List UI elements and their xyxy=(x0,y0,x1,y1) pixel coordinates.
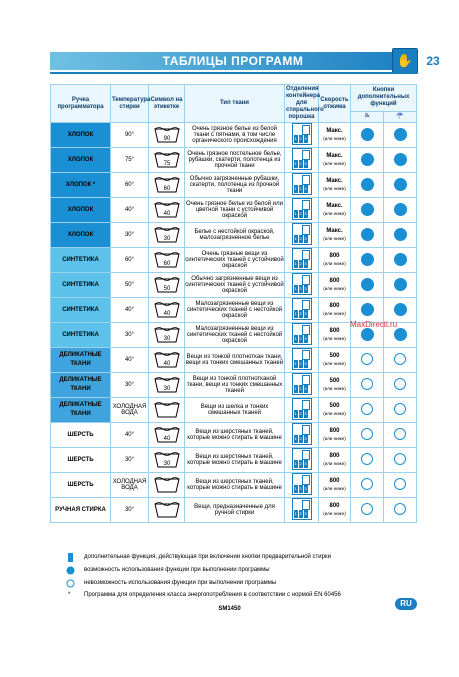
spin-speed: Макс. (или ниже) xyxy=(319,148,351,173)
empty-circle-icon xyxy=(361,453,373,465)
program-name: ХЛОПОК xyxy=(51,123,111,148)
table-row xyxy=(51,273,417,298)
fabric-type: Очень грязные вещи из синтетических тканей с устойчивой окраской xyxy=(185,248,285,273)
program-name: ХЛОПОК xyxy=(51,223,111,248)
dispenser-cell xyxy=(285,298,319,323)
filled-circle-icon xyxy=(66,566,75,575)
fabric-type: Вещи, предназначенные для ручной стирки xyxy=(185,498,285,523)
prewash-availability xyxy=(351,148,384,173)
prewash-availability xyxy=(351,423,384,448)
filled-circle-icon xyxy=(394,278,407,291)
dispenser-icon: 1 2 3 xyxy=(292,273,312,295)
page-title: ТАБЛИЦЫ ПРОГРАММ xyxy=(162,54,304,68)
rinse-availability xyxy=(384,498,417,523)
filled-circle-icon xyxy=(361,278,374,291)
legend-asterisk: * xyxy=(68,592,71,598)
wash-tub-icon xyxy=(153,300,181,318)
dispenser-cell xyxy=(285,473,319,498)
wash-temperature: 75° xyxy=(111,148,149,173)
empty-circle-icon xyxy=(394,503,406,515)
dispenser-icon: 1 2 3 xyxy=(292,448,312,470)
empty-circle-icon xyxy=(394,378,406,390)
spin-speed: Макс. (или ниже) xyxy=(319,223,351,248)
filled-circle-icon xyxy=(361,203,374,216)
col-extra: Кнопки дополнительных функций xyxy=(351,85,417,112)
fabric-type: Очень грязное постельное белье, рубашки, скатерти, полотенца из прочной ткани xyxy=(185,148,285,173)
dispenser-cell xyxy=(285,398,319,423)
care-symbol xyxy=(149,498,185,523)
symbol-temp: 40 xyxy=(163,311,170,317)
empty-circle-icon xyxy=(66,579,75,588)
wash-temperature: 60° xyxy=(111,173,149,198)
legend-available: возможность использования функции при выполнении программы xyxy=(84,567,270,573)
col-fabric: Тип ткани xyxy=(185,85,285,123)
spin-speed: 500 (или ниже) xyxy=(319,348,351,373)
rinse-availability xyxy=(384,398,417,423)
rinse-availability xyxy=(384,223,417,248)
empty-circle-icon xyxy=(361,353,373,365)
fabric-type: Обычно загрязненные рубашки, скатерти, полотенца из прочной ткани xyxy=(185,173,285,198)
symbol-temp: 75 xyxy=(163,161,170,167)
dispenser-icon: 1 2 3 xyxy=(292,198,312,220)
fabric-type: Вещи из тонкой плотнотканой ткани, вещи из тонких смешанных тканей xyxy=(185,373,285,398)
filled-circle-icon xyxy=(394,178,407,191)
fabric-type: Белье с нестойкой окраской, малозагрязненное белье xyxy=(185,223,285,248)
program-name: СИНТЕТИКА xyxy=(51,248,111,273)
care-symbol xyxy=(149,448,185,473)
wash-temperature: 30° xyxy=(111,223,149,248)
rinse-availability xyxy=(384,348,417,373)
filled-circle-icon xyxy=(394,328,407,341)
wash-tub-icon xyxy=(153,125,181,143)
spin-speed: Макс. (или ниже) xyxy=(319,198,351,223)
col-speed: Скорость отжима xyxy=(319,85,351,123)
spin-speed: Макс. (или ниже) xyxy=(319,173,351,198)
dispenser-cell xyxy=(285,348,319,373)
symbol-temp: 40 xyxy=(163,436,170,442)
col-symbol: Символ на этикетке xyxy=(149,85,185,123)
filled-circle-icon xyxy=(361,128,374,141)
fabric-type: Вещи из шерстяных тканей, которые можно стирать в машине xyxy=(185,473,285,498)
symbol-temp: 30 xyxy=(163,336,170,342)
program-name: ДЕЛИКАТНЫЕ ТКАНИ xyxy=(51,373,111,398)
table-row xyxy=(51,298,417,323)
prewash-availability xyxy=(351,398,384,423)
empty-circle-icon xyxy=(361,403,373,415)
filled-circle-icon xyxy=(361,253,374,266)
filled-circle-icon xyxy=(394,228,407,241)
wash-temperature: 40° xyxy=(111,423,149,448)
wash-temperature: 30° xyxy=(111,448,149,473)
program-name: ШЕРСТЬ xyxy=(51,423,111,448)
table-row xyxy=(51,448,417,473)
rinse-availability xyxy=(384,248,417,273)
empty-circle-icon xyxy=(394,478,406,490)
care-symbol xyxy=(149,348,185,373)
care-symbol xyxy=(149,373,185,398)
program-name: СИНТЕТИКА xyxy=(51,323,111,348)
symbol-temp: 50 xyxy=(163,286,170,292)
rinse-availability xyxy=(384,173,417,198)
filled-circle-icon xyxy=(394,128,407,141)
fabric-type: Вещи из шерстяных тканей, которые можно стирать в машине xyxy=(185,423,285,448)
symbol-temp: 30 xyxy=(163,236,170,242)
rinse-availability xyxy=(384,298,417,323)
prewash-availability xyxy=(351,498,384,523)
wash-temperature: ХОЛОДНАЯ ВОДА xyxy=(111,398,149,423)
prewash-availability xyxy=(351,273,384,298)
wash-tub-icon xyxy=(153,150,181,168)
empty-circle-icon xyxy=(361,428,373,440)
program-name: РУЧНАЯ СТИРКА xyxy=(51,498,111,523)
fabric-type: Вещи из шелка и тонких смешанных тканей xyxy=(185,398,285,423)
wash-tub-icon xyxy=(153,375,181,393)
page-number: 23 xyxy=(419,52,447,70)
prewash-icon: ♨ xyxy=(351,111,384,122)
dispenser-icon: 1 2 3 xyxy=(292,123,312,145)
dispenser-cell xyxy=(285,148,319,173)
fabric-type: Очень грязное белье из белой ткани с пятнами, в том числе органического происхождения xyxy=(185,123,285,148)
filled-circle-icon xyxy=(361,303,374,316)
table-row xyxy=(51,348,417,373)
wash-tub-icon xyxy=(153,475,181,493)
legend-dispenser: дополнительная функция, действующая при включении кнопки предварительной стирки xyxy=(84,554,331,560)
wash-tub-icon xyxy=(153,500,181,518)
wash-temperature: ХОЛОДНАЯ ВОДА xyxy=(111,473,149,498)
table-row xyxy=(51,373,417,398)
dispenser-cell xyxy=(285,198,319,223)
prewash-availability xyxy=(351,123,384,148)
language-badge: RU xyxy=(395,598,417,610)
symbol-temp: 60 xyxy=(163,186,170,192)
care-symbol xyxy=(149,248,185,273)
prewash-availability xyxy=(351,373,384,398)
symbol-temp: 60 xyxy=(163,261,170,267)
wash-temperature: 40° xyxy=(111,198,149,223)
spin-speed: 800 (или ниже) xyxy=(319,273,351,298)
fabric-type: Малозагрязненные вещи из синтетических тканей с нестойкой окраской xyxy=(185,298,285,323)
program-name: ХЛОПОК xyxy=(51,148,111,173)
spin-speed: 800 (или ниже) xyxy=(319,448,351,473)
col-handle: Ручка программатора xyxy=(51,85,111,123)
wash-tub-icon xyxy=(153,325,181,343)
spin-speed: 500 (или ниже) xyxy=(319,373,351,398)
wash-temperature: 40° xyxy=(111,298,149,323)
dispenser-cell xyxy=(285,423,319,448)
spin-speed: 500 (или ниже) xyxy=(319,398,351,423)
symbol-temp: 40 xyxy=(163,361,170,367)
table-row xyxy=(51,148,417,173)
care-symbol xyxy=(149,423,185,448)
symbol-temp: 30 xyxy=(163,386,170,392)
wash-tub-icon xyxy=(153,200,181,218)
watermark: MaxDirecti.ru xyxy=(350,320,398,329)
fabric-type: Вещи из шерстяных тканей, которые можно стирать в машине xyxy=(185,448,285,473)
program-name: ШЕРСТЬ xyxy=(51,448,111,473)
fabric-type: Очень грязное белье из белой или цветной ткани с устойчивой окраской xyxy=(185,198,285,223)
prewash-availability xyxy=(351,448,384,473)
wash-temperature: 50° xyxy=(111,273,149,298)
prewash-availability xyxy=(351,473,384,498)
rinse-availability xyxy=(384,423,417,448)
col-temperature: Температура стирки xyxy=(111,85,149,123)
table-row xyxy=(51,173,417,198)
wash-tub-icon xyxy=(153,450,181,468)
filled-circle-icon xyxy=(361,153,374,166)
dispenser-cell xyxy=(285,248,319,273)
table-row xyxy=(51,123,417,148)
rinse-availability xyxy=(384,273,417,298)
header-divider xyxy=(50,72,416,74)
program-name: СИНТЕТИКА xyxy=(51,273,111,298)
care-symbol xyxy=(149,223,185,248)
filled-circle-icon xyxy=(394,153,407,166)
wash-temperature: 40° xyxy=(111,348,149,373)
table-row xyxy=(51,473,417,498)
legend-unavailable: невозможность использования функции при выполнении программы xyxy=(84,580,277,586)
filled-circle-icon xyxy=(394,253,407,266)
symbol-temp: 30 xyxy=(163,461,170,467)
wash-tub-icon xyxy=(153,250,181,268)
empty-circle-icon xyxy=(361,503,373,515)
filled-circle-icon xyxy=(361,328,374,341)
col-dispenser: Отделения контейнера для стирального порошка xyxy=(285,85,319,123)
care-symbol xyxy=(149,298,185,323)
empty-circle-icon xyxy=(394,453,406,465)
care-symbol xyxy=(149,273,185,298)
care-symbol xyxy=(149,198,185,223)
table-row xyxy=(51,248,417,273)
rinse-availability xyxy=(384,448,417,473)
wash-temperature: 30° xyxy=(111,323,149,348)
rinse-availability xyxy=(384,198,417,223)
dispenser-legend-icon xyxy=(66,553,75,562)
wash-tub-icon xyxy=(153,175,181,193)
prewash-availability xyxy=(351,223,384,248)
wash-tub-icon xyxy=(153,275,181,293)
wash-tub-icon xyxy=(153,225,181,243)
empty-circle-icon xyxy=(361,378,373,390)
care-symbol xyxy=(149,398,185,423)
empty-circle-icon xyxy=(394,428,406,440)
care-symbol xyxy=(149,173,185,198)
empty-circle-icon xyxy=(394,403,406,415)
dispenser-cell xyxy=(285,173,319,198)
table-row xyxy=(51,423,417,448)
program-name: ХЛОПОК xyxy=(51,198,111,223)
table-row xyxy=(51,198,417,223)
dispenser-icon: 1 2 3 xyxy=(292,323,312,345)
dispenser-icon: 1 2 3 xyxy=(292,173,312,195)
hand-icon: ✋ xyxy=(392,48,418,74)
wash-temperature: 30° xyxy=(111,373,149,398)
dispenser-cell xyxy=(285,123,319,148)
fabric-type: Малозагрязненные вещи из синтетических тканей с нестойкой окраской xyxy=(185,323,285,348)
program-name: ДЕЛИКАТНЫЕ ТКАНИ xyxy=(51,398,111,423)
rinse-availability xyxy=(384,473,417,498)
care-symbol xyxy=(149,123,185,148)
program-name: ХЛОПОК * xyxy=(51,173,111,198)
dispenser-icon: 1 2 3 xyxy=(292,223,312,245)
fabric-type: Вещи из тонкой плотноткан ткани, вещи из тонких смешанных тканей xyxy=(185,348,285,373)
dispenser-cell xyxy=(285,498,319,523)
prewash-availability xyxy=(351,248,384,273)
table-row xyxy=(51,223,417,248)
filled-circle-icon xyxy=(361,178,374,191)
wash-tub-icon xyxy=(153,425,181,443)
filled-circle-icon xyxy=(394,203,407,216)
spin-speed: 800 (или ниже) xyxy=(319,423,351,448)
care-symbol xyxy=(149,323,185,348)
care-symbol xyxy=(149,148,185,173)
dispenser-icon: 1 2 3 xyxy=(292,473,312,495)
dispenser-cell xyxy=(285,273,319,298)
spin-speed: 800 (или ниже) xyxy=(319,498,351,523)
dispenser-icon: 1 2 3 xyxy=(292,248,312,270)
rinse-availability xyxy=(384,148,417,173)
dispenser-cell xyxy=(285,223,319,248)
program-name: ДЕЛИКАТНЫЕ ТКАНИ xyxy=(51,348,111,373)
dispenser-icon: 1 2 3 xyxy=(292,398,312,420)
legend-energy: Программа для определения класса энергопотребления в соответствии с нормой EN 60456 xyxy=(84,592,341,598)
dispenser-icon: 1 2 3 xyxy=(292,498,312,520)
table-row xyxy=(51,498,417,523)
prewash-availability xyxy=(351,298,384,323)
wash-tub-icon xyxy=(153,350,181,368)
spin-speed: 800 (или ниже) xyxy=(319,323,351,348)
dispenser-icon: 1 2 3 xyxy=(292,298,312,320)
program-name: ШЕРСТЬ xyxy=(51,473,111,498)
dispenser-icon: 1 2 3 xyxy=(292,348,312,370)
wash-temperature: 60° xyxy=(111,248,149,273)
prewash-availability xyxy=(351,198,384,223)
spin-speed: 800 (или ниже) xyxy=(319,298,351,323)
prewash-availability xyxy=(351,348,384,373)
dispenser-cell xyxy=(285,448,319,473)
rinse-icon: ☔ xyxy=(384,111,417,122)
spin-speed: 800 (или ниже) xyxy=(319,473,351,498)
prewash-availability xyxy=(351,173,384,198)
rinse-availability xyxy=(384,123,417,148)
dispenser-icon: 1 2 3 xyxy=(292,423,312,445)
dispenser-cell xyxy=(285,323,319,348)
symbol-temp: 40 xyxy=(163,211,170,217)
symbol-temp: 90 xyxy=(163,136,170,142)
spin-speed: Макс. (или ниже) xyxy=(319,123,351,148)
dispenser-icon: 1 2 3 xyxy=(292,148,312,170)
table-row xyxy=(51,398,417,423)
dispenser-icon: 1 2 3 xyxy=(292,373,312,395)
filled-circle-icon xyxy=(361,228,374,241)
program-name: СИНТЕТИКА xyxy=(51,298,111,323)
spin-speed: 800 (или ниже) xyxy=(319,248,351,273)
wash-temperature: 30° xyxy=(111,498,149,523)
care-symbol xyxy=(149,473,185,498)
wash-temperature: 90° xyxy=(111,123,149,148)
wash-tub-icon xyxy=(153,400,181,418)
empty-circle-icon xyxy=(394,353,406,365)
model-code: SM1450 xyxy=(218,606,241,612)
empty-circle-icon xyxy=(361,478,373,490)
rinse-availability xyxy=(384,373,417,398)
program-table xyxy=(50,84,417,523)
filled-circle-icon xyxy=(394,303,407,316)
fabric-type: Обычно загрязненные вещи из синтетических тканей с устойчивой окраской xyxy=(185,273,285,298)
dispenser-cell xyxy=(285,373,319,398)
